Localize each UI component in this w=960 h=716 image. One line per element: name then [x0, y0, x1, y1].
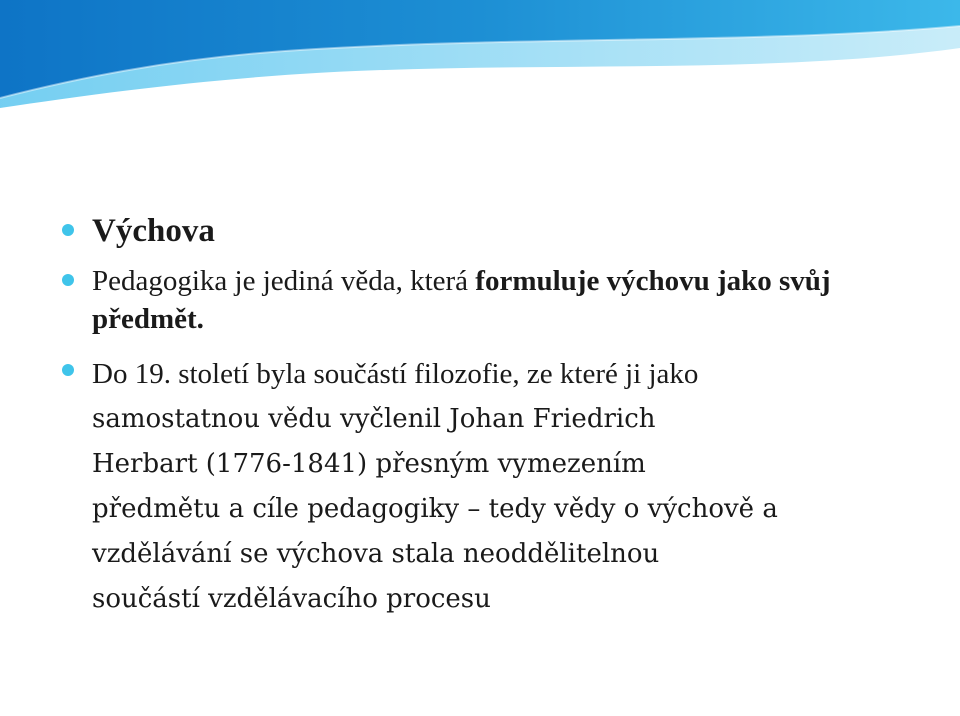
bullet-dot-icon: [62, 274, 74, 286]
bullet-dot-icon: [62, 224, 74, 236]
history-line: součástí vzdělávacího procesu: [92, 584, 491, 614]
history-line-lead: Do 19. století byla součástí filozofie, ze které ji jako: [92, 358, 699, 390]
header-wave-banner: [0, 0, 960, 120]
history-line: předmětu a cíle pedagogiky – tedy vědy o výchově a: [92, 494, 778, 524]
slide-body: [62, 208, 942, 622]
bullet-pedagogika-text: [92, 262, 942, 338]
history-line: vzdělávání se výchova stala neoddělitelnou: [92, 539, 660, 569]
bullet-vychova: [62, 208, 942, 254]
bullet-pedagogika-bold: formuluje výchovu jako svůj předmět.: [92, 265, 831, 335]
bullet-history-text: [92, 352, 942, 622]
bullet-title-text: Výchova: [92, 213, 215, 249]
bullet-pedagogika-plain: Pedagogika je jediná věda, která: [92, 265, 476, 297]
bullet-pedagogika: [62, 262, 942, 338]
history-line: Herbart (1776-1841) přesným vymezením: [92, 449, 646, 479]
bullet-history: [62, 352, 942, 622]
bullet-dot-icon: [62, 364, 74, 376]
history-line: samostatnou vědu vyčlenil Johan Friedrich: [92, 404, 656, 434]
